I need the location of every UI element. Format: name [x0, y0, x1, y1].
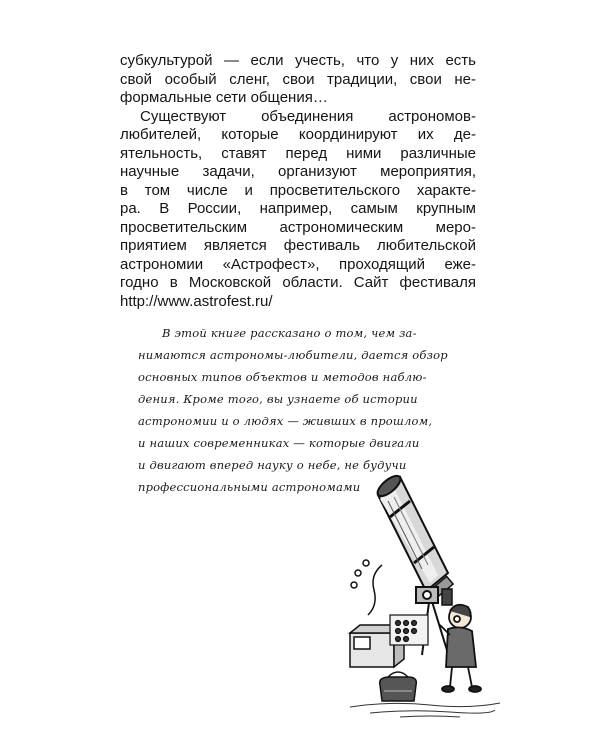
text-line: формальные сети общения…: [120, 89, 328, 106]
text-line: свой особый сленг, свои традиции, свои не-: [120, 70, 476, 88]
text-line: астрономии «Астрофест», проходящий еже-: [120, 255, 476, 273]
note-line: нимаются астрономы-любители, дается обзор: [138, 348, 448, 362]
astronomer-figure: [440, 605, 481, 692]
text-line: субкультурой — если учесть, что у них есть: [120, 52, 476, 69]
equipment-bag: [380, 672, 417, 701]
note-line: дения. Кроме того, вы узнаете об истории: [138, 392, 418, 406]
text-line: Существуют объединения астрономов-: [140, 107, 476, 125]
url-text: http://www.astrofest.ru/: [120, 292, 273, 310]
text-line: просветительским астрономическим меро-: [120, 218, 476, 236]
ground-shadow: [350, 703, 500, 717]
telescope-illustration: [330, 455, 510, 725]
note-line: профессиональными астрономами: [138, 480, 361, 494]
text-line: любителей, которые координируют их де-: [120, 126, 476, 143]
text-line: приятием является фестиваль любительской: [120, 237, 476, 254]
cable: [351, 560, 382, 615]
note-line: астрономии и о людях — живших в прошлом,: [138, 414, 433, 428]
text-line: научные задачи, организуют мероприятия,: [120, 163, 476, 180]
note-line: основных типов объектов и методов наблю-: [138, 370, 427, 384]
note-line: В этой книге рассказано о том, чем за-: [162, 326, 417, 340]
text-line: годно в Московской области. Сайт фестиваля: [120, 274, 476, 291]
note-line: и двигают вперед науку о небе, не будучи: [138, 458, 407, 472]
telescope-tube: [374, 472, 448, 591]
note-line: и наших современниках — которые двигали: [138, 436, 420, 450]
text-line: ятельность, ставят перед ними различные: [120, 144, 476, 162]
control-panel: [390, 615, 428, 645]
text-line: ра. В России, например, самым крупным: [120, 200, 476, 217]
text-line: в том числе и просветительского характе-: [120, 181, 476, 199]
body-text: [120, 52, 476, 311]
